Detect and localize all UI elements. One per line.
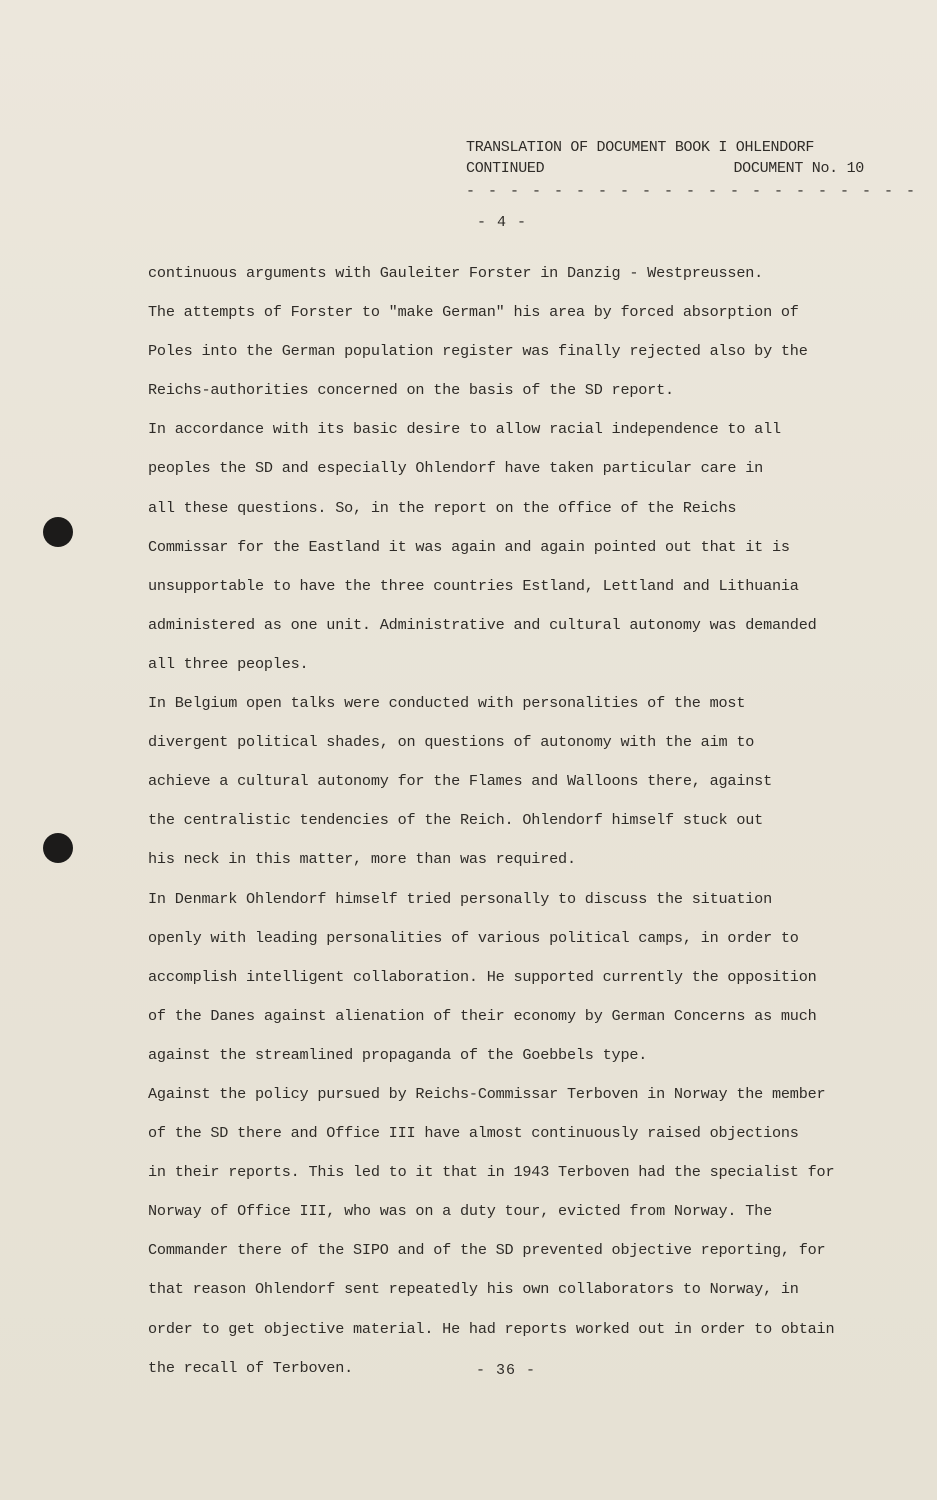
text-line: continuous arguments with Gauleiter Forster in Danzig - Westpreussen. xyxy=(148,264,764,282)
text-line: In accordance with its basic desire to allow racial independence to all xyxy=(148,420,781,439)
header-separator: - - - - - - - - - - - - - - - - - - - - - xyxy=(466,183,918,200)
text-line: all these questions. So, in the report on the office of the Reichs xyxy=(148,498,737,517)
text-line: divergent political shades, on questions of autonomy with the aim to xyxy=(148,733,755,752)
text-line: of the SD there and Office III have almost continuously raised objections xyxy=(148,1124,799,1143)
punch-hole-bottom xyxy=(43,833,73,863)
header-continued: CONTINUED xyxy=(466,160,545,177)
body-text xyxy=(148,254,888,1388)
text-line: his neck in this matter, more than was required. xyxy=(148,850,576,869)
text-line: Commander there of the SIPO and of the SD prevented objective reporting, for xyxy=(148,1241,826,1260)
header-row2 xyxy=(466,158,864,179)
text-line: Poles into the German population register was finally rejected also by the xyxy=(148,342,808,361)
text-line: of the Danes against alienation of their economy by German Concerns as much xyxy=(148,1006,817,1025)
document-header xyxy=(466,137,918,202)
text-line: In Denmark Ohlendorf himself tried personally to discuss the situation xyxy=(148,889,772,908)
text-line: peoples the SD and especially Ohlendorf have taken particular care in xyxy=(148,459,764,478)
page-mark: - 4 - xyxy=(477,214,528,231)
text-line: in their reports. This led to it that in 1943 Terboven had the specialist for xyxy=(148,1163,835,1182)
text-line: unsupportable to have the three countries Estland, Lettland and Lithuania xyxy=(148,576,799,595)
text-line: that reason Ohlendorf sent repeatedly his own collaborators to Norway, in xyxy=(148,1280,799,1299)
footer-page-number: - 36 - xyxy=(476,1362,537,1379)
text-line: administered as one unit. Administrative and cultural autonomy was demanded xyxy=(148,615,817,634)
text-line: accomplish intelligent collaboration. He supported currently the opposition xyxy=(148,967,817,986)
text-line: The attempts of Forster to "make German" his area by forced absorption of xyxy=(148,303,799,322)
text-line: achieve a cultural autonomy for the Flames and Walloons there, against xyxy=(148,772,772,791)
text-line: Reichs-authorities concerned on the basis of the SD report. xyxy=(148,381,674,400)
text-line: order to get objective material. He had reports worked out in order to obtain xyxy=(148,1319,835,1338)
text-line: Norway of Office III, who was on a duty tour, evicted from Norway. The xyxy=(148,1202,772,1221)
text-line: In Belgium open talks were conducted with personalities of the most xyxy=(148,694,746,713)
text-line: Commissar for the Eastland it was again and again pointed out that it is xyxy=(148,537,790,556)
text-line: the recall of Terboven. xyxy=(148,1358,354,1377)
text-line: the centralistic tendencies of the Reich. Ohlendorf himself stuck out xyxy=(148,811,764,830)
punch-hole-top xyxy=(43,517,73,547)
header-title: TRANSLATION OF DOCUMENT BOOK I OHLENDORF xyxy=(466,139,815,156)
text-line: against the streamlined propaganda of the Goebbels type. xyxy=(148,1045,648,1064)
text-line: openly with leading personalities of various political camps, in order to xyxy=(148,928,799,947)
text-line: all three peoples. xyxy=(148,654,309,673)
header-document-no: DOCUMENT No. 10 xyxy=(733,160,864,177)
text-line: Against the policy pursued by Reichs-Commissar Terboven in Norway the member xyxy=(148,1084,826,1103)
